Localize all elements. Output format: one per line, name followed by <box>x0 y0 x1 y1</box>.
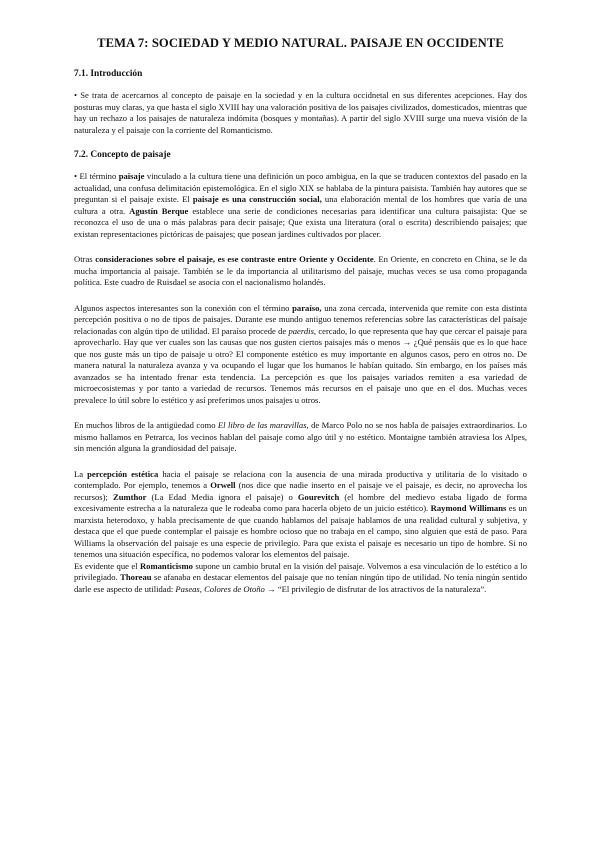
bold-author: Gourevitch <box>297 491 340 502</box>
bold-term: percepción estética <box>87 468 159 479</box>
text-run: Es evidente que el <box>74 560 140 571</box>
paragraph-oriente-occidente <box>74 254 527 289</box>
text-run: (nos dice que nadie inserto en el paisaje ve el paisaje, es decir, no aprovecha los recursos); <box>74 480 527 502</box>
paragraph-introduccion: • Se trata de acercarnos al concepto de paisaje en la sociedad y en la cultura occidnetal en sus diferentes acepciones. Hay dos posturas muy claras, ya que hasta el siglo XVIII hay una valoración positiva de los paisajes civilizados, domesticados, mientras que hay un rechazo a los paisajes de naturaleza indómita (bosques y montañas). A partir del siglo XVIII surge una nueva visión de la naturaleza y el paisaje con la corriente del Romanticismo. <box>74 90 527 135</box>
bold-term: Romanticismo <box>139 560 193 571</box>
text-run: • El término <box>74 171 119 181</box>
paragraph-paraiso <box>74 303 527 407</box>
text-run: → “El privilegio de disfrutar de los atractivos de la naturaleza”. <box>264 583 487 594</box>
bold-term: paraíso, <box>292 302 322 313</box>
bold-author: Raymond Willimans <box>430 503 507 513</box>
text-run: (La Edad Media ignora el paisaje) o <box>146 491 298 502</box>
bold-term: paisaje <box>118 171 145 181</box>
text-run: establece una serie de condiciones necesarias para identificar una cultura paisajista: Que se reconozca el uso de una o más palabras para decir paisaje; Que exista una literatura (oral o escrita) describiendo paisajes; que existan representaciones pictóricas de paisajes; que posean jardines cultivados por placer. <box>74 205 527 239</box>
bold-author: Orwell <box>210 480 236 490</box>
document-page <box>74 36 527 606</box>
section-heading-concepto-paisaje: 7.2. Concepto de paisaje <box>74 150 171 160</box>
paragraph-percepcion-estetica <box>74 469 527 561</box>
text-run: Algunos aspectos interesantes son la conexión con el término <box>74 302 293 313</box>
text-run: es un marxista heterodoxo, y habla precisamente de que cuando hablamos del paisaje hablamos de una realidad cultural y subjetiva, y destaca que el que puede contemplar el paisaje es hombre ocioso que no trabaja en el campo, sino alguien que está de paso. Para Williams la observación del paisaje es una especie de privilegio. Para que exista el paisaje es necesario un tipo de hombre. Si no tenemos una situación específica, no podemos valorar los elementos del paisaje. <box>74 503 527 559</box>
bold-author: Zumthor <box>112 491 147 502</box>
text-run: supone un cambio brutal en la visión del paisaje. Volvemos a esa vinculación de lo estético a lo privilegiado. <box>74 560 527 582</box>
text-run: La <box>74 468 88 479</box>
bold-term: Agustín Berque <box>129 205 189 216</box>
bold-term: consideraciones sobre el paisaje, es ese contraste entre Oriente y Occidente <box>95 254 374 264</box>
bold-author: Thoreau <box>120 572 152 582</box>
paragraph-romanticismo <box>74 561 527 596</box>
paragraph-termino-paisaje <box>74 171 527 240</box>
text-run: se afanaba en destacar elementos del paisaje que no tenían ningún tipo de utilidad. No tenía ningún sentido darle ese aspecto de utilidad: <box>74 572 527 594</box>
text-run: , de Marco Polo no se nos habla de paisajes extraordinarios. Lo mismo hallamos en Petrarca, los vecinos hablan del paisaje como algo útil y no estético. Montaigne también atraviesa los Alpes, sin mención alguna la grandiosidad del paisaje. <box>74 420 527 453</box>
text-run: . En Oriente, en concreto en China, se le da mucha importancia al paisaje. También se le da importancia al utilitarismo del paisaje, muchas veces se usa como propaganda política. Este cuadro de Ruisdael se asocia con el nacionalismo holandés. <box>74 254 527 287</box>
italic-book-title: El libro de las maravillas <box>217 420 307 430</box>
text-run: una elaboración mental de los hombres que varía de una cultura a otra. <box>74 194 527 216</box>
text-run: En muchos libros de la antigüedad como <box>74 420 218 430</box>
text-run: vinculado a la cultura tiene una definición un poco ambigua, en la que se traducen contextos del pasado en la actualidad, una confusa delimitación epistemológica. En el siglo XIX se hablaba de la pintura paisista. También hay autores que se preguntan si el paisaje existe. El <box>74 171 527 204</box>
text-run: (el hombre del medievo estaba ligado de forma excesivamente estrecha a la naturaleza que le rodeaba como para hacerla objeto de un juicio estético). <box>74 491 527 513</box>
page-title: TEMA 7: SOCIEDAD Y MEDIO NATURAL. PAISAJE EN OCCIDENTE <box>97 36 504 50</box>
bold-term: paisaje es una construcción social, <box>192 194 322 204</box>
italic-term: paerdis, <box>288 325 317 336</box>
text-run: hacia el paisaje se relaciona con la ausencia de una mirada productiva y utilitaria de lo visitado o contemplado. Por ejemplo, tenemos a <box>74 468 527 490</box>
text-run: Otras <box>74 254 96 264</box>
italic-book-title: Paseas, Colores de Otoño <box>175 583 265 594</box>
section-heading-introduccion: 7.1. Introducción <box>74 69 143 79</box>
text-run: una zona cercada, intervenida que remite con esta distinta percepción positiva o no de tipos de paisajes. Durante ese mundo antiguo tenemos referencias sobre las características del paisaje relacionadas con algún tipo de utilidad. El paraíso procede de <box>74 302 527 336</box>
paragraph-libros-antiguedad <box>74 420 527 455</box>
text-run: cercado, lo que representa que hay que cercar el paisaje para aprovecharlo. Hay que ver cuales son las causas que nos gusten ciertos paisajes más o menos → ¿Qué pensáis que es lo que hace que nos guste más un tipo de paisaje u otro? El componente estético es muy importante en algunos casos, pero en otros no. De manera natural la naturaleza avanza y va ocupando el lugar que los humanos le habían quitado. Sin embargo, en los países más avanzados se ha intentado frenar esta tendencia. La percepción es que los paisajes variados remiten a esa variedad de microecosistemas y por tanto a variedad de recursos. Tenemos más recursos en el paisaje uno que en el dos. Muchas veces prevalece lo útil sobre lo estético y así preferimos unos paisajes u otros. <box>74 325 527 405</box>
